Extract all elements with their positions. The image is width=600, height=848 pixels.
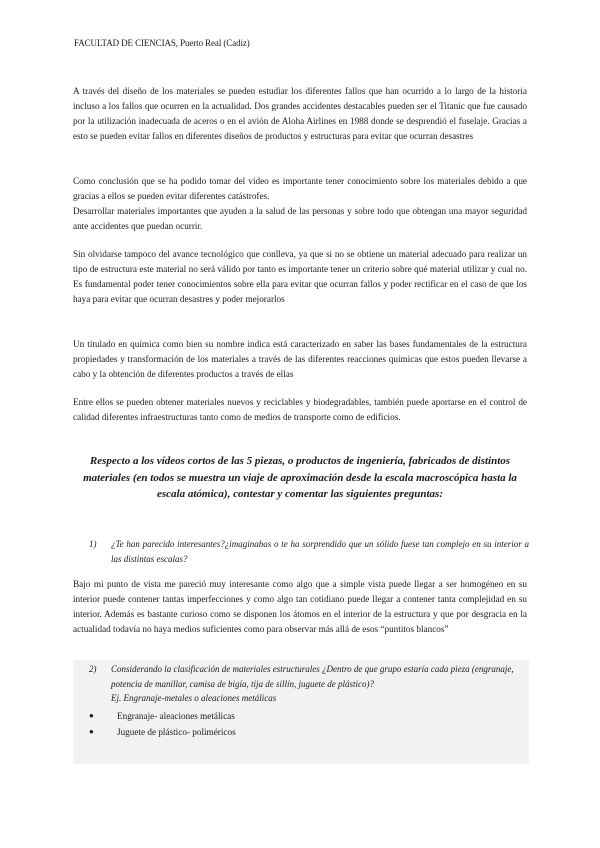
paragraph-chemistry-graduate: Un titulado en química como bien su nombre indica está caracterizado en saber las bases fundamentales de la estructura propiedades y transformación de los materiales a través de las diferentes reacciones químicas que estos pueden llevarse a cabo y la obtención de diferentes productos a través de ellas [73,339,527,379]
answer-2-item-1: Engranaje- aleaciones metálicas [117,711,235,721]
question-1-text: ¿Te han parecido interesantes?¿imaginabas o te ha sorprendido que un sólido fuese tan complejo en su interior a las distintas escalas? [111,539,529,564]
answer-2-item-2: Juguete de plástico- poliméricos [117,727,236,737]
question-1-number: 1) [89,539,97,549]
paragraph-technology: Sin olvidarse tampoco del avance tecnológico que conlleva, ya que si no se obtiene un material adecuado para realizar un tipo de estructura este material no será válido por tanto es importante tener un criterio sobre qué material utilizar y cual no. Es fundamental poder tener conocimientos sobre ella para evitar que ocurran fallos y poder rectificar en el caso de que los haya para evitar que ocurran desastres y poder mejorarlos [73,249,527,304]
question-1 [89,537,529,567]
bullet-icon: ● [89,727,94,736]
list-item [89,724,509,740]
question-2-text: Considerando la clasificación de materiales estructurales ¿Dentro de que grupo estaría cada pieza (engranaje, potencia de manillar, camisa de bigía, tija de sillín, juguete de plástico)? [111,664,514,689]
paragraph-new-materials: Entre ellos se pueden obtener materiales nuevos y reciclables y biodegradables, también puede aportarse en el control de calidad diferentes infraestructuras tanto como de medios de transporte como de edificios. [73,397,527,422]
question-2-number: 2) [89,664,97,674]
answer-2-list [89,708,509,740]
question-2-example: Ej. Engranaje-metales o aleaciones metálicas [111,693,277,703]
questions-heading: Respecto a los vídeos cortos de las 5 piezas, o productos de ingeniería, fabricados de distintos materiales (en todos se muestra un viaje de aproximación desde la escala macroscópica hasta la escala atómica), contestar y comentar las siguientes preguntas: [83,455,517,500]
paragraph-material-failures: A través del diseño de los materiales se pueden estudiar los diferentes fallos que han ocurrido a lo largo de la historia incluso a los fallos que ocurren en la actualidad. Dos grandes accidentes destacables pueden ser el Titanic que fue causado por la utilización inadecuada de aceros o en el avión de Aloha Airlines en 1988 donde se desprendió el fuselaje. Gracias a esto se pueden evitar fallos en diferentes diseños de productos y estructuras para evitar que ocurran desastres [73,86,527,141]
paragraph-conclusion: Como conclusión que se ha podido tomar del video es importante tener conocimiento sobre los materiales debido a que gracias a ellos se pueden evitar diferentes catástrofes. [73,176,527,201]
paragraph-develop-materials: Desarrollar materiales importantes que ayuden a la salud de las personas y sobre todo que obtengan una mayor seguridad ante accidentes que puedan ocurrir. [73,206,527,231]
question-2 [89,662,529,706]
answer-1-paragraph: Bajo mi punto de vista me pareció muy interesante como algo que a simple vista puede llegar a ser homogéneo en su interior puede contener tantas imperfecciones y como algo tan cotidiano puede llegar a contener tanta complejidad en su interior. Además es bastante curioso como se disponen los átomos en el interior de la estructura y que por desgracia en la actualidad todavía no haya medios suficientes como para observar más allá de esos “puntitos blancos” [73,579,527,634]
list-item [89,708,509,724]
bullet-icon: ● [89,711,94,720]
faculty-header: FACULTAD DE CIENCIAS, Puerto Real (Cadiz) [74,38,250,48]
